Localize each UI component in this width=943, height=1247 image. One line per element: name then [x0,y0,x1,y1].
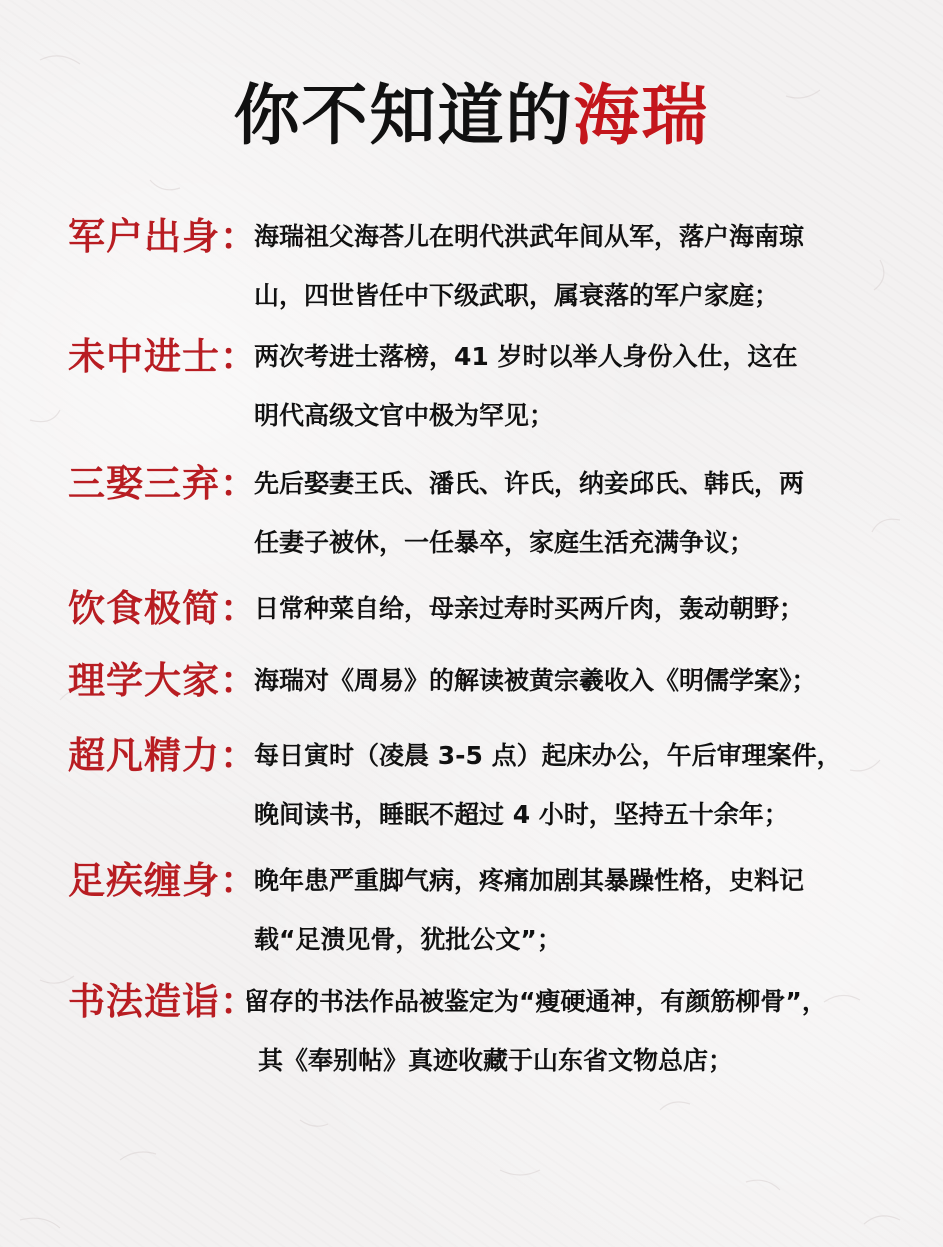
item-text: 海瑞对《周易》的解读被黄宗羲收入《明儒学案》； [254,666,817,695]
page-title-red: 海瑞 [573,77,710,154]
item-text: 明代高级文官中极为罕见； [254,401,555,430]
item-label: 未中进士： [68,335,258,378]
item-text: 其《奉别帖》真迹收藏于山东省文物总店； [258,1046,734,1075]
item-label: 饮食极简： [68,587,258,630]
item-text: 先后娶妻王氏、潘氏、许氏，纳妾邱氏、韩氏，两 [254,469,805,498]
item-text: 日常种菜自给，母亲过寿时买两斤肉，轰动朝野； [254,594,805,623]
item-label: 超凡精力： [68,734,258,777]
item-label: 书法造诣： [68,980,258,1023]
item-text: 任妻子被休，一任暴卒，家庭生活充满争议； [254,528,755,557]
item-label: 足疾缠身： [68,859,258,902]
item-text: 载“足溃见骨，犹批公文”； [254,925,562,954]
item-text: 海瑞祖父海荅儿在明代洪武年间从军，落户海南琼 [254,222,805,251]
item-text: 晚年患严重脚气病，疼痛加剧其暴躁性格，史料记 [254,866,805,895]
item-text: 留存的书法作品被鉴定为“瘦硬通神，有颜筋柳骨”， [244,987,827,1016]
item-label: 三娶三弃： [68,462,258,505]
item-text: 每日寅时（凌晨 3-5 点）起床办公，午后审理案件， [254,741,842,770]
item-text: 两次考进士落榜，41 岁时以举人身份入仕，这在 [254,342,798,371]
page-title [0,68,943,164]
item-text: 山，四世皆任中下级武职，属衰落的军户家庭； [254,281,780,310]
item-label: 军户出身： [68,215,258,258]
page-title-black: 你不知道的 [233,77,574,154]
item-label: 理学大家： [68,659,258,702]
item-text: 晚间读书，睡眠不超过 4 小时，坚持五十余年； [254,800,789,829]
